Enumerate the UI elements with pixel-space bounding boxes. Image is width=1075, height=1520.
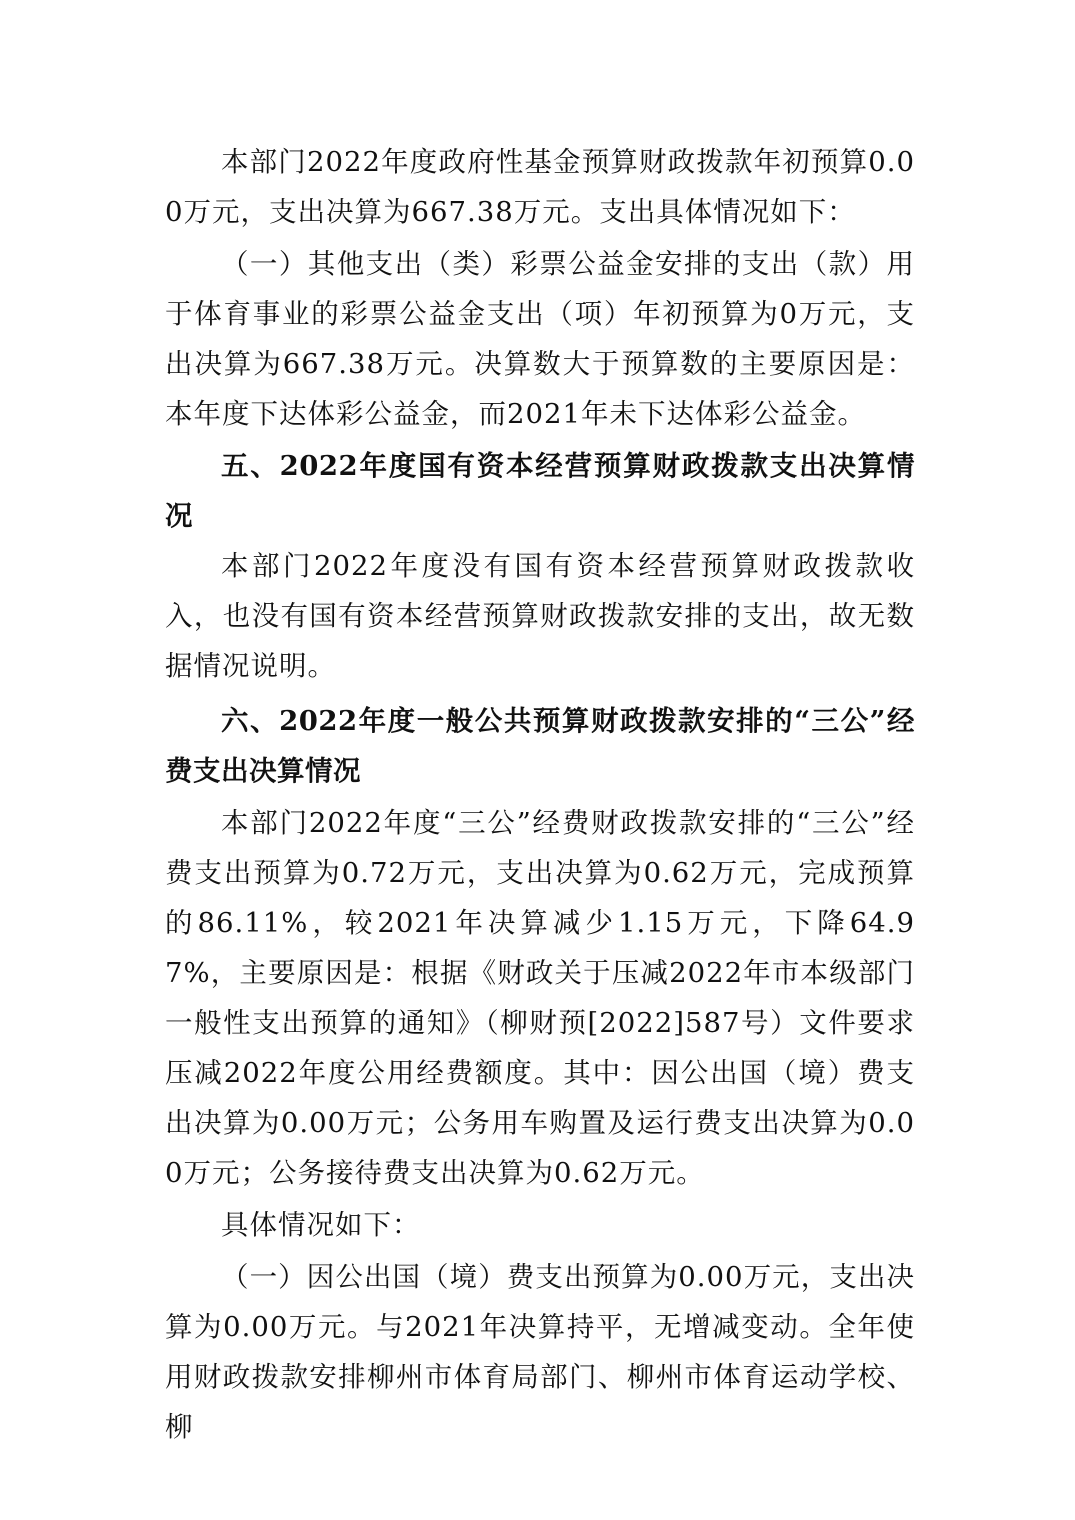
paragraph-fund-budget-summary: 本部门2022年度政府性基金预算财政拨款年初预算0.00万元，支出决算为667.38万元。支出具体情况如下： xyxy=(165,146,915,228)
document-page xyxy=(165,137,915,1452)
section-heading-6: 六、2022年度一般公共预算财政拨款安排的“三公”经费支出决算情况 xyxy=(165,705,915,787)
paragraph-details-intro: 具体情况如下： xyxy=(221,1209,421,1241)
paragraph-overseas-travel-expense: （一）因公出国（境）费支出预算为0.00万元，支出决算为0.00万元。与2021年决算持平，无增减变动。全年使用财政拨款安排柳州市体育局部门、柳州市体育运动学校、柳 xyxy=(165,1261,915,1443)
paragraph-state-capital-budget: 本部门2022年度没有国有资本经营预算财政拨款收入，也没有国有资本经营预算财政拨款安排的支出，故无数据情况说明。 xyxy=(165,550,915,682)
paragraph-lottery-fund-expenditure: （一）其他支出（类）彩票公益金安排的支出（款）用于体育事业的彩票公益金支出（项）年初预算为0万元，支出决算为667.38万元。决算数大于预算数的主要原因是：本年度下达体彩公益金，而2021年未下达体彩公益金。 xyxy=(165,248,915,430)
section-heading-5: 五、2022年度国有资本经营预算财政拨款支出决算情况 xyxy=(165,450,915,532)
paragraph-three-public-expenses: 本部门2022年度“三公”经费财政拨款安排的“三公”经费支出预算为0.72万元，支出决算为0.62万元，完成预算的86.11%，较2021年决算减少1.15万元，下降64.97%，主要原因是：根据《财政关于压减2022年市本级部门一般性支出预算的通知》（柳财预[2022]587号）文件要求压减2022年度公用经费额度。其中：因公出国（境）费支出决算为0.00万元；公务用车购置及运行费支出决算为0.00万元；公务接待费支出决算为0.62万元。 xyxy=(165,807,915,1189)
